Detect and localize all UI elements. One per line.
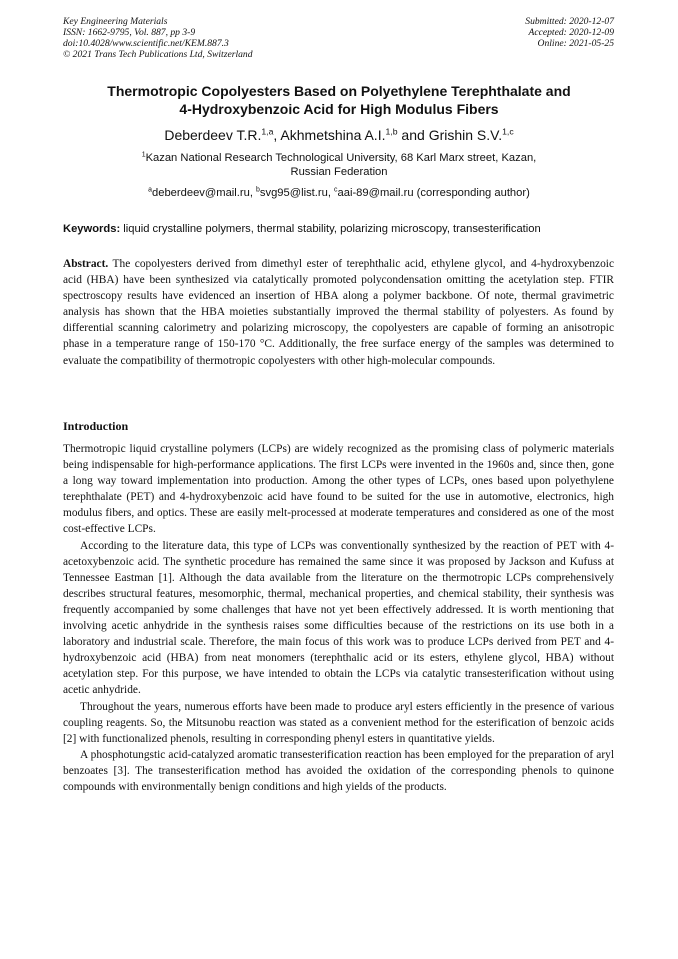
- author-emails: [40, 186, 638, 200]
- abstract: [63, 256, 614, 369]
- email-b-marker: b: [256, 186, 260, 194]
- author-2: Akhmetshina A.I.: [280, 127, 386, 143]
- email-a: deberdeev@mail.ru,: [152, 187, 257, 199]
- author-3-affil: 1,c: [502, 126, 514, 137]
- intro-paragraph-3: Throughout the years, numerous efforts have been made to produce aryl esters efficiently in the presence of various coupling reagents. So, the Mitsunobu reaction was stated as a convenient method for the esterification of benzoic acids [2] with functionalized phenols, resulting in corresponding phenyl esters in quantitative yields.: [63, 700, 614, 745]
- paper-title: [40, 82, 638, 118]
- keywords-text: liquid crystalline polymers, thermal stability, polarizing microscopy, transesterification: [120, 223, 541, 235]
- author-3: Grishin S.V.: [428, 127, 503, 143]
- intro-paragraph-2: According to the literature data, this type of LCPs was conventionally synthesized by the reaction of PET with 4-acetoxybenzoic acid. The synthetic procedure has remained the same since it was proposed by Jackson and Kufuss at Tennessee Eastman [1]. Although the data available from the literature on the thermotropic LCPs comprehensively describes structural features, mesomorphic, thermal, mechanical properties, and chemical stability, their synthesis was frequently accompanied by some challenges that have not yet been effectively addressed. It is worth mentioning that involving acetic anhydride in the synthesis raises some difficulties because of the restrictions on its use both in a laboratory and industrial scale. Therefore, the main focus of this work was to produce LCPs derived from PET and 4-hydroxybenzoic acid (HBA) from neat monomers (terephthalic acid or its esters, ethylene glycol, HBA) without acetylation step. For this purpose, we have intended to obtain the LCPs via catalytic transesterification without using acetic anhydride.: [63, 539, 614, 697]
- affiliation-line-2: Russian Federation: [290, 166, 388, 178]
- abstract-text: The copolyesters derived from dimethyl ester of terephthalic acid, ethylene glycol, and 4-hydroxybenzoic acid (HBA) have been synthesized via catalytically promoted polycondensation omitting the acetylation step. FTIR spectroscopy results have evidenced an insertion of HBA along a polymer backbone. Of note, thermal gravimetric analysis has shown that the HBA moieties substantially improved the thermal stability of polyesters. As found by differential scanning calorimetry and polarizing microscopy, the copolyesters are capable of forming an anisotropic phase in a temperature range of 150-170 °C. Additionally, the free surface energy of the samples was determined to evaluate the compatibility of thermotropic copolyesters with other high-molecular compounds.: [63, 258, 614, 367]
- issn-volume: ISSN: 1662-9795, Vol. 887, pp 3-9: [63, 27, 196, 38]
- abstract-label: Abstract.: [63, 258, 109, 270]
- introduction-heading: Introduction: [63, 419, 129, 433]
- journal-info: [63, 16, 253, 60]
- intro-paragraph-4: A phosphotungstic acid-catalyzed aromatic transesterification reaction has been employed for the preparation of aryl benzoates [3]. The transesterification method has avoided the oxidation of the corresponding phenols to quinone compounds with environmentally benign conditions and high yields of the products.: [63, 748, 614, 793]
- author-list: [40, 126, 638, 144]
- email-a-marker: a: [148, 186, 153, 194]
- copyright: © 2021 Trans Tech Publications Ltd, Switzerland: [63, 49, 253, 60]
- author-1: Deberdeev T.R.: [164, 127, 262, 143]
- submission-dates: [525, 16, 614, 49]
- introduction-body: [63, 441, 614, 795]
- title-line-2: 4-Hydroxybenzoic Acid for High Modulus Fibers: [179, 101, 499, 117]
- title-line-1: Thermotropic Copolyesters Based on Polyethylene Terephthalate and: [107, 83, 571, 99]
- author-2-affil: 1,b: [385, 126, 398, 137]
- author-sep-2: and: [397, 127, 429, 143]
- author-sep-1: ,: [273, 127, 281, 143]
- affiliation-line-1: Kazan National Research Technological University, 68 Karl Marx street, Kazan,: [145, 152, 537, 164]
- affiliation-marker: 1: [141, 151, 146, 159]
- author-1-affil: 1,a: [261, 126, 274, 137]
- online-date: Online: 2021-05-25: [537, 38, 614, 49]
- keywords-label: Keywords:: [63, 223, 121, 235]
- email-c-marker: c: [334, 186, 338, 194]
- journal-name: Key Engineering Materials: [63, 16, 168, 27]
- affiliation: [90, 151, 588, 179]
- email-c: aai-89@mail.ru (corresponding author): [337, 187, 530, 199]
- keywords: [63, 222, 615, 236]
- intro-paragraph-1: Thermotropic liquid crystalline polymers (LCPs) are widely recognized as the promising class of polymeric materials being indispensable for high-performance applications. The first LCPs were invented in the 1960s and, since then, gone a long way toward implementation into production. Among the other types of LCPs, ones based upon polyethylene terephthalate (PET) and 4-hydroxybenzoic acid have found to be suited for the use in automotive, electronics, high modulus fibers, and optics. These are easily melt-processed at moderate temperatures and considered as one of the most cost-effective LCPs.: [63, 443, 614, 536]
- doi: doi:10.4028/www.scientific.net/KEM.887.3: [63, 38, 229, 49]
- submitted-date: Submitted: 2020-12-07: [525, 16, 614, 27]
- email-b: svg95@list.ru,: [259, 187, 335, 199]
- accepted-date: Accepted: 2020-12-09: [528, 27, 614, 38]
